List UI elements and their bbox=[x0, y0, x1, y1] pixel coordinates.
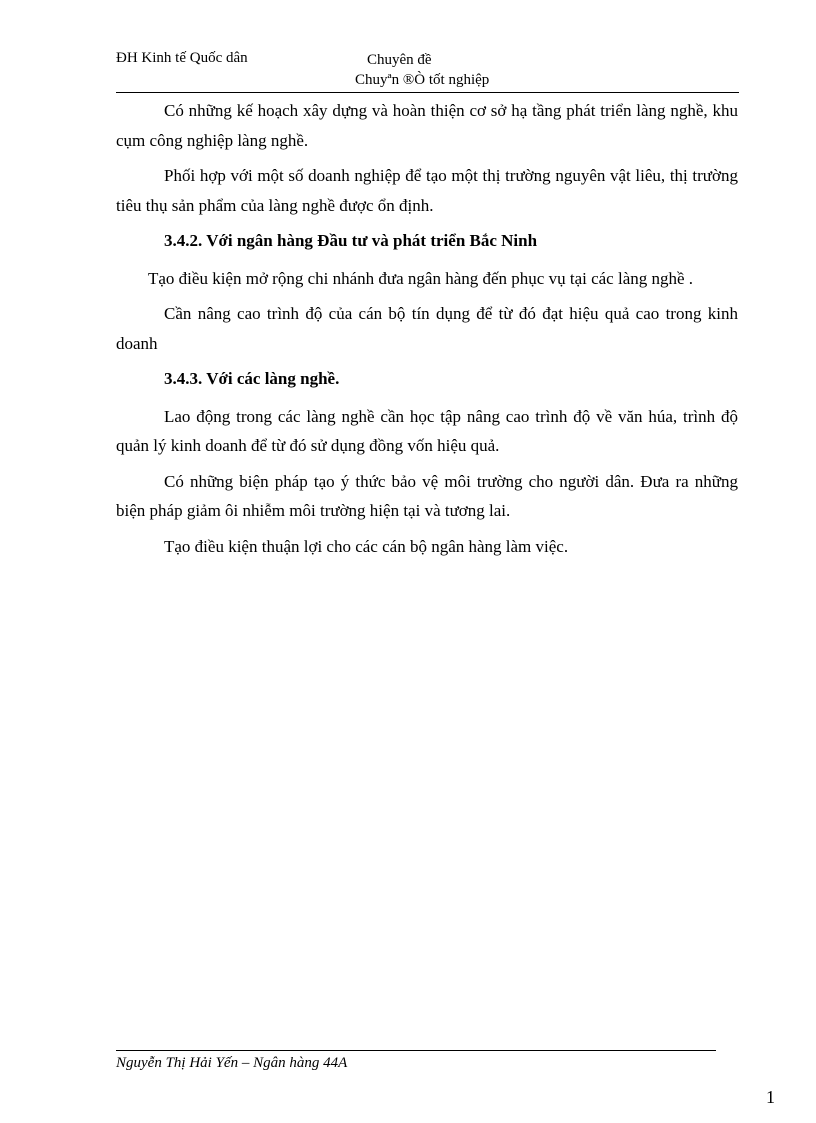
header-university: ĐH Kinh tế Quốc dân bbox=[116, 50, 248, 66]
document-body bbox=[116, 96, 738, 567]
footer-author: Nguyễn Thị Hải Yến – Ngân hàng 44A bbox=[116, 1055, 348, 1071]
paragraph-credit-staff: Cần nâng cao trình độ của cán bộ tín dụng để từ đó đạt hiệu quả cao trong kinh doanh bbox=[116, 304, 738, 353]
header-title-line1: Chuyên đề bbox=[367, 52, 432, 68]
section-heading-3-4-2: 3.4.2. Với ngân hàng Đầu tư và phát triển Bắc Ninh bbox=[164, 231, 538, 250]
paragraph-expand-branch: Tạo điều kiện mở rộng chi nhánh đưa ngân hàng đến phục vụ tại các làng nghề . bbox=[148, 268, 694, 288]
header-title-line2: Chuyªn ®Ò tốt nghiệp bbox=[355, 72, 490, 88]
header-title bbox=[355, 50, 489, 90]
paragraph-environment: Có những biện pháp tạo ý thức bảo vệ môi trường cho người dân. Đưa ra những biện pháp giảm ôi nhiễm môi trường hiện tại và tương lai. bbox=[116, 471, 738, 520]
page-number: 1 bbox=[766, 1087, 775, 1107]
header-divider bbox=[116, 92, 739, 93]
footer-divider bbox=[116, 1050, 716, 1051]
section-heading-3-4-3: 3.4.3. Với các làng nghề. bbox=[164, 369, 340, 388]
paragraph-cooperation: Phối hợp với một số doanh nghiệp để tạo một thị trường nguyên vật liêu, thị trường tiêu thụ sản phẩm của làng nghề được ổn định. bbox=[116, 166, 738, 215]
paragraph-infrastructure: Có những kế hoạch xây dựng và hoàn thiện cơ sở hạ tầng phát triển làng nghề, khu cụm công nghiệp làng nghề. bbox=[116, 101, 738, 150]
paragraph-labor-training: Lao động trong các làng nghề cần học tập nâng cao trình độ về văn húa, trình độ quản lý kinh doanh để từ đó sử dụng đồng vốn hiệu quả. bbox=[116, 406, 738, 455]
paragraph-favorable-conditions: Tạo điều kiện thuận lợi cho các cán bộ ngân hàng làm việc. bbox=[164, 536, 569, 556]
